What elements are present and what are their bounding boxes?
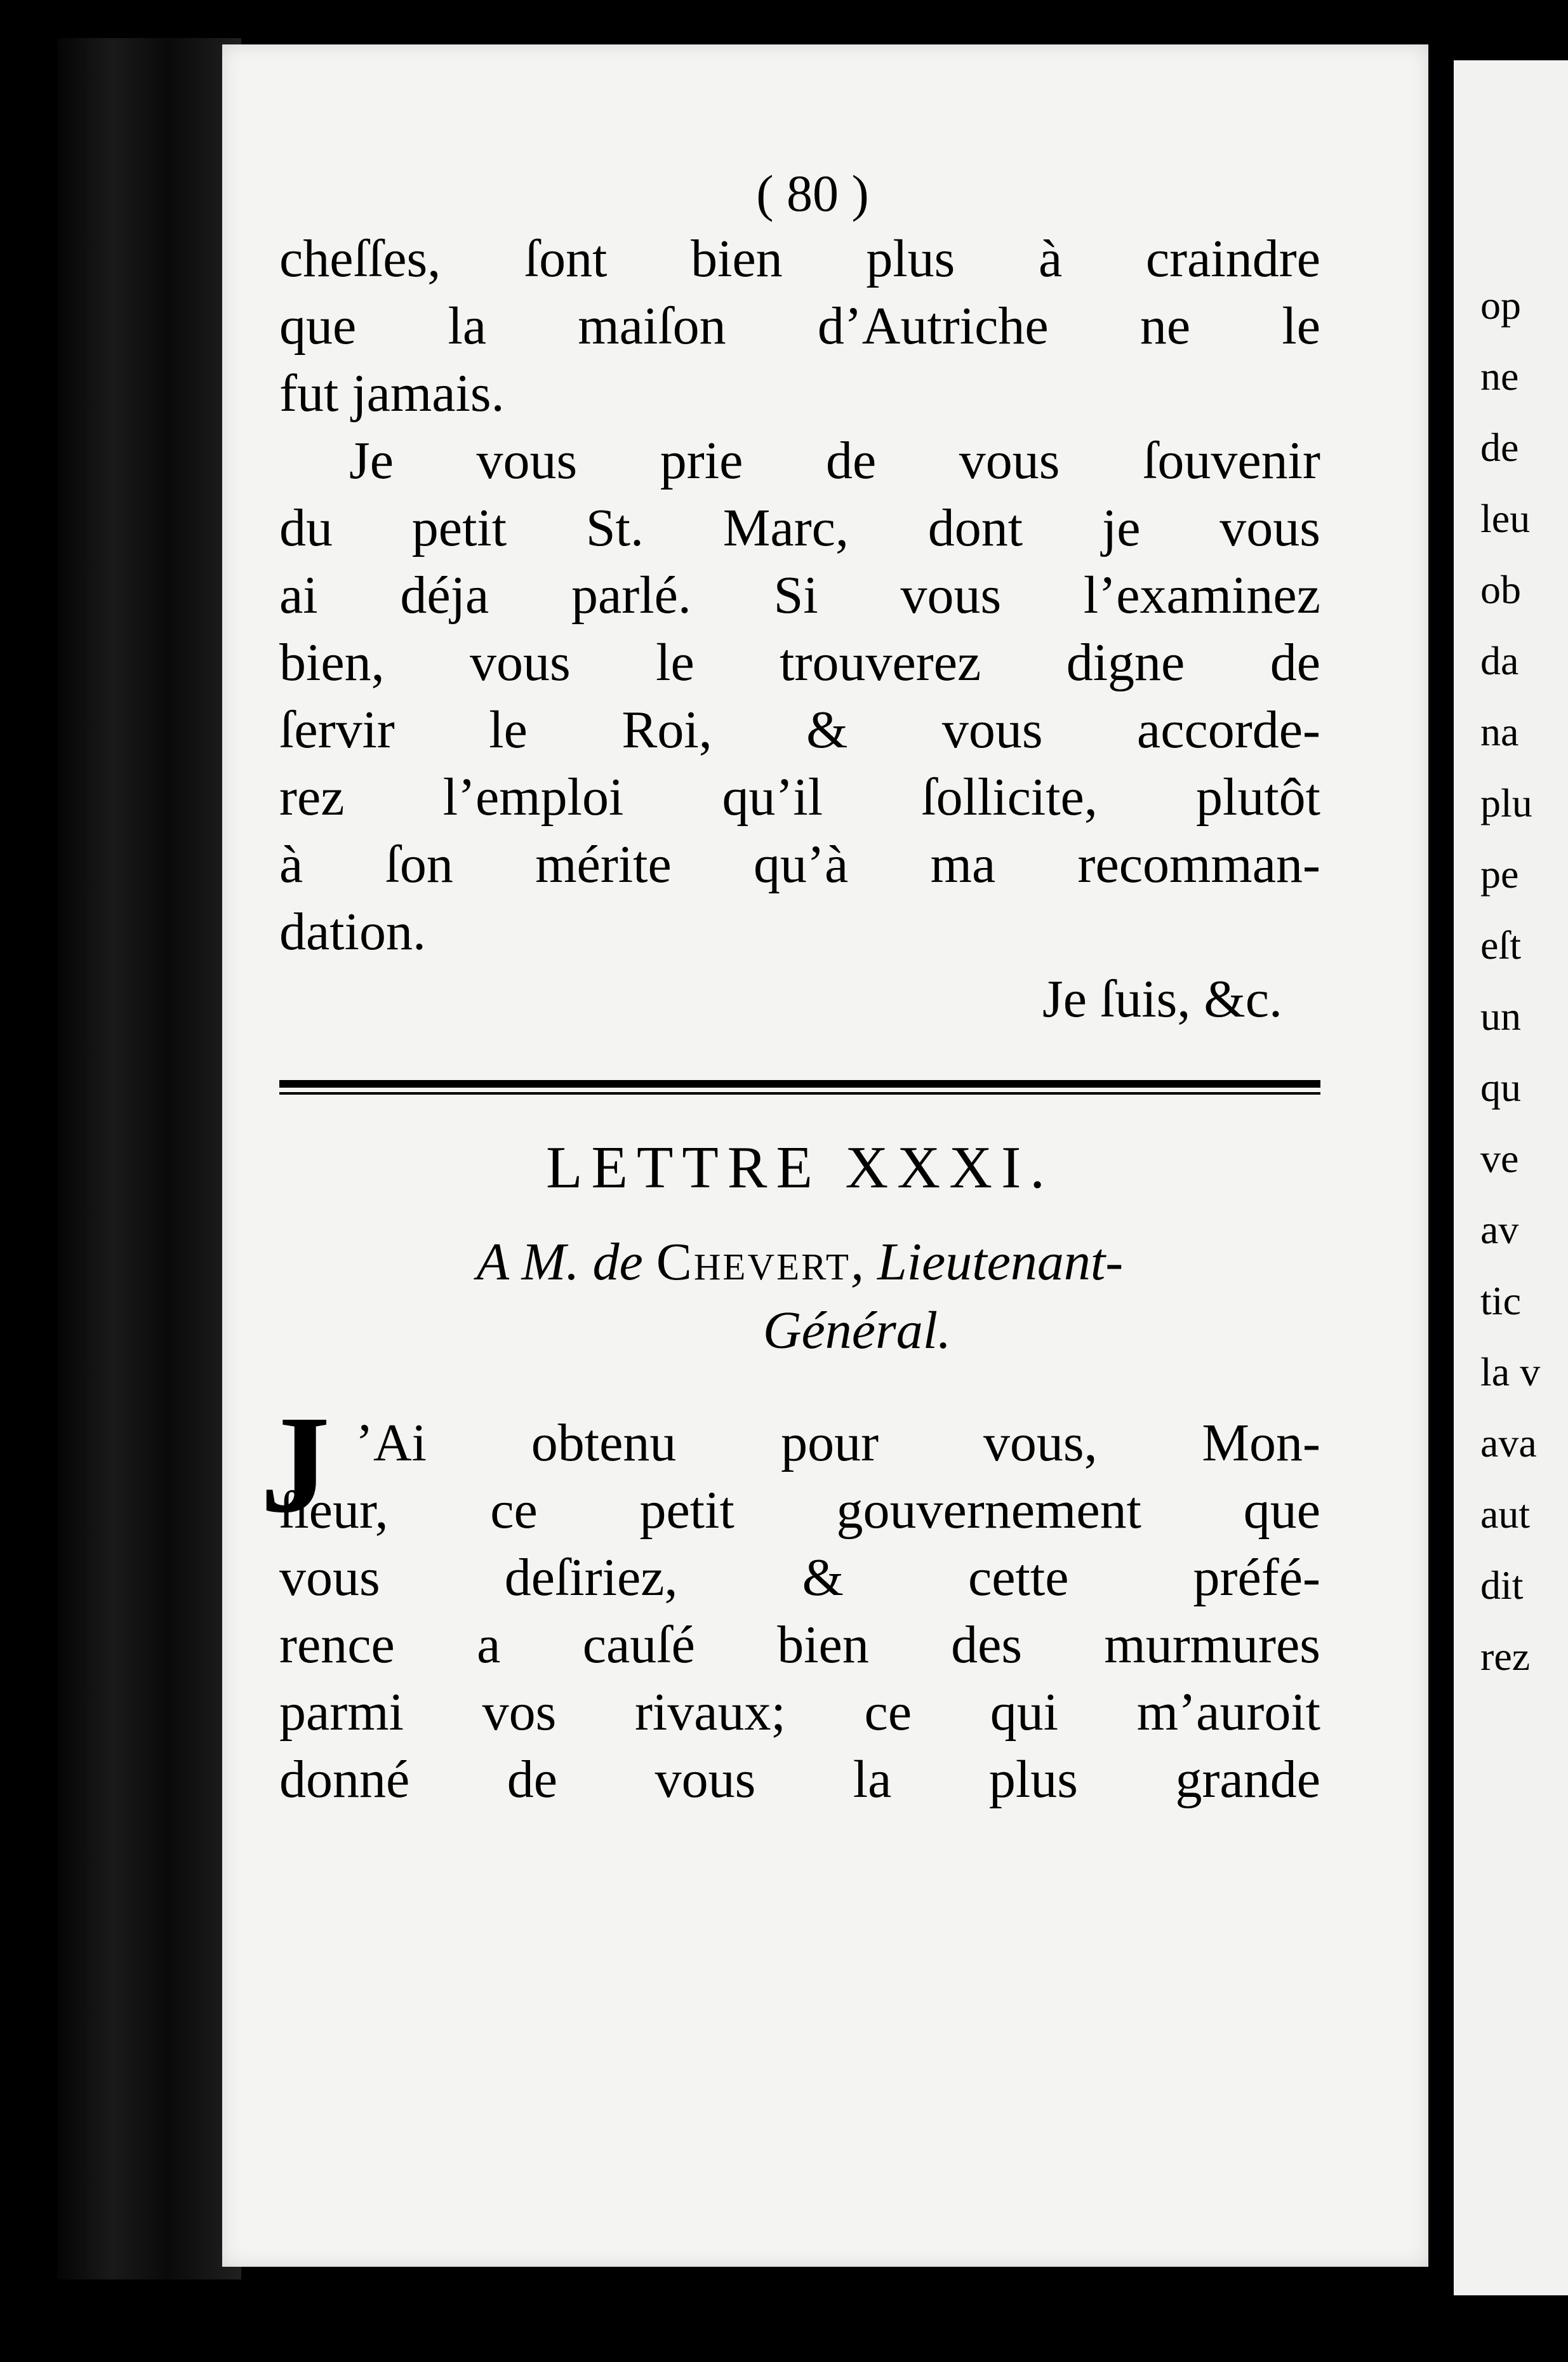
addressee-line: [279, 1228, 1320, 1297]
addressee-prefix: A M. de: [476, 1232, 643, 1291]
text-line: Je vous prie de vous ſouvenir: [349, 431, 1320, 490]
addressee-name: Chevert: [656, 1232, 851, 1291]
facing-page-fragment: eſt: [1480, 923, 1521, 968]
facing-page-fragment: ob: [1480, 567, 1521, 612]
recommendation-paragraph: [279, 427, 1320, 966]
text-line: que la maiſon d’Autriche ne le: [279, 297, 1320, 356]
facing-page-fragment: rez: [1480, 1634, 1531, 1679]
facing-page-fragment: op: [1480, 283, 1521, 328]
signature: Je ſuis, &c.: [1042, 970, 1282, 1029]
addressee-title-continued: Général.: [762, 1301, 952, 1360]
facing-page-fragment: la v: [1480, 1349, 1541, 1394]
text-line: bien, vous le trouverez digne de: [279, 633, 1320, 692]
section-divider: [279, 1080, 1320, 1095]
drop-cap: J: [260, 1387, 330, 1542]
book-spine: [57, 38, 241, 2279]
letter-heading: LETTRE XXXI.: [546, 1135, 1054, 1201]
text-line: ai déja parlé. Si vous l’examinez: [279, 566, 1320, 625]
divider-thick-rule: [279, 1080, 1320, 1088]
facing-page: [1454, 60, 1568, 2295]
addressee-title: , Lieutenant-: [850, 1232, 1124, 1291]
divider-thin-rule: [279, 1092, 1320, 1095]
continuation-paragraph: [279, 225, 1320, 427]
facing-page-fragment: qu: [1480, 1065, 1521, 1110]
facing-page-fragment: ne: [1480, 354, 1519, 399]
text-line: à ſon mérite qu’à ma recomman-: [279, 835, 1320, 894]
letter-body: [260, 1387, 1320, 1813]
facing-page-fragment: ava: [1480, 1420, 1537, 1465]
text-line: dation.: [279, 902, 426, 961]
facing-page-fragment: un: [1480, 994, 1521, 1039]
text-line: fut jamais.: [279, 364, 505, 423]
text-line: ſervir le Roi, & vous accorde-: [279, 700, 1320, 759]
facing-page-fragment: ve: [1480, 1136, 1519, 1181]
facing-page-fragment: na: [1480, 709, 1519, 754]
text-line: du petit St. Marc, dont je vous: [279, 498, 1320, 557]
page-text-block: [260, 162, 1320, 1813]
facing-page-fragment: de: [1480, 425, 1519, 470]
text-line: ſieur, ce petit gouvernement que: [279, 1481, 1320, 1540]
facing-page-fragment: leu: [1480, 496, 1531, 541]
facing-page-fragment: plu: [1480, 780, 1532, 825]
text-line: parmi vos rivaux; ce qui m’auroit: [279, 1683, 1320, 1742]
facing-page-fragment: dit: [1480, 1563, 1524, 1608]
first-line-text: ’Ai obtenu pour vous, Mon-: [355, 1413, 1320, 1472]
facing-page-fragment: av: [1480, 1207, 1519, 1252]
facing-page-fragment: aut: [1480, 1491, 1531, 1537]
facing-page-text: [1454, 270, 1540, 1692]
page-number: ( 80 ): [756, 164, 869, 222]
text-line: donné de vous la plus grande: [279, 1750, 1320, 1809]
facing-page-fragment: da: [1480, 638, 1519, 683]
text-line: rez l’emploi qu’il ſollicite, plutôt: [279, 768, 1320, 827]
text-line: rence a cauſé bien des murmures: [279, 1615, 1320, 1674]
facing-page-fragment: tic: [1480, 1278, 1521, 1323]
facing-page-fragment: pe: [1480, 851, 1519, 897]
text-line: vous deſiriez, & cette préfé-: [279, 1548, 1320, 1607]
text-line: cheſſes, ſont bien plus à craindre: [279, 229, 1320, 288]
